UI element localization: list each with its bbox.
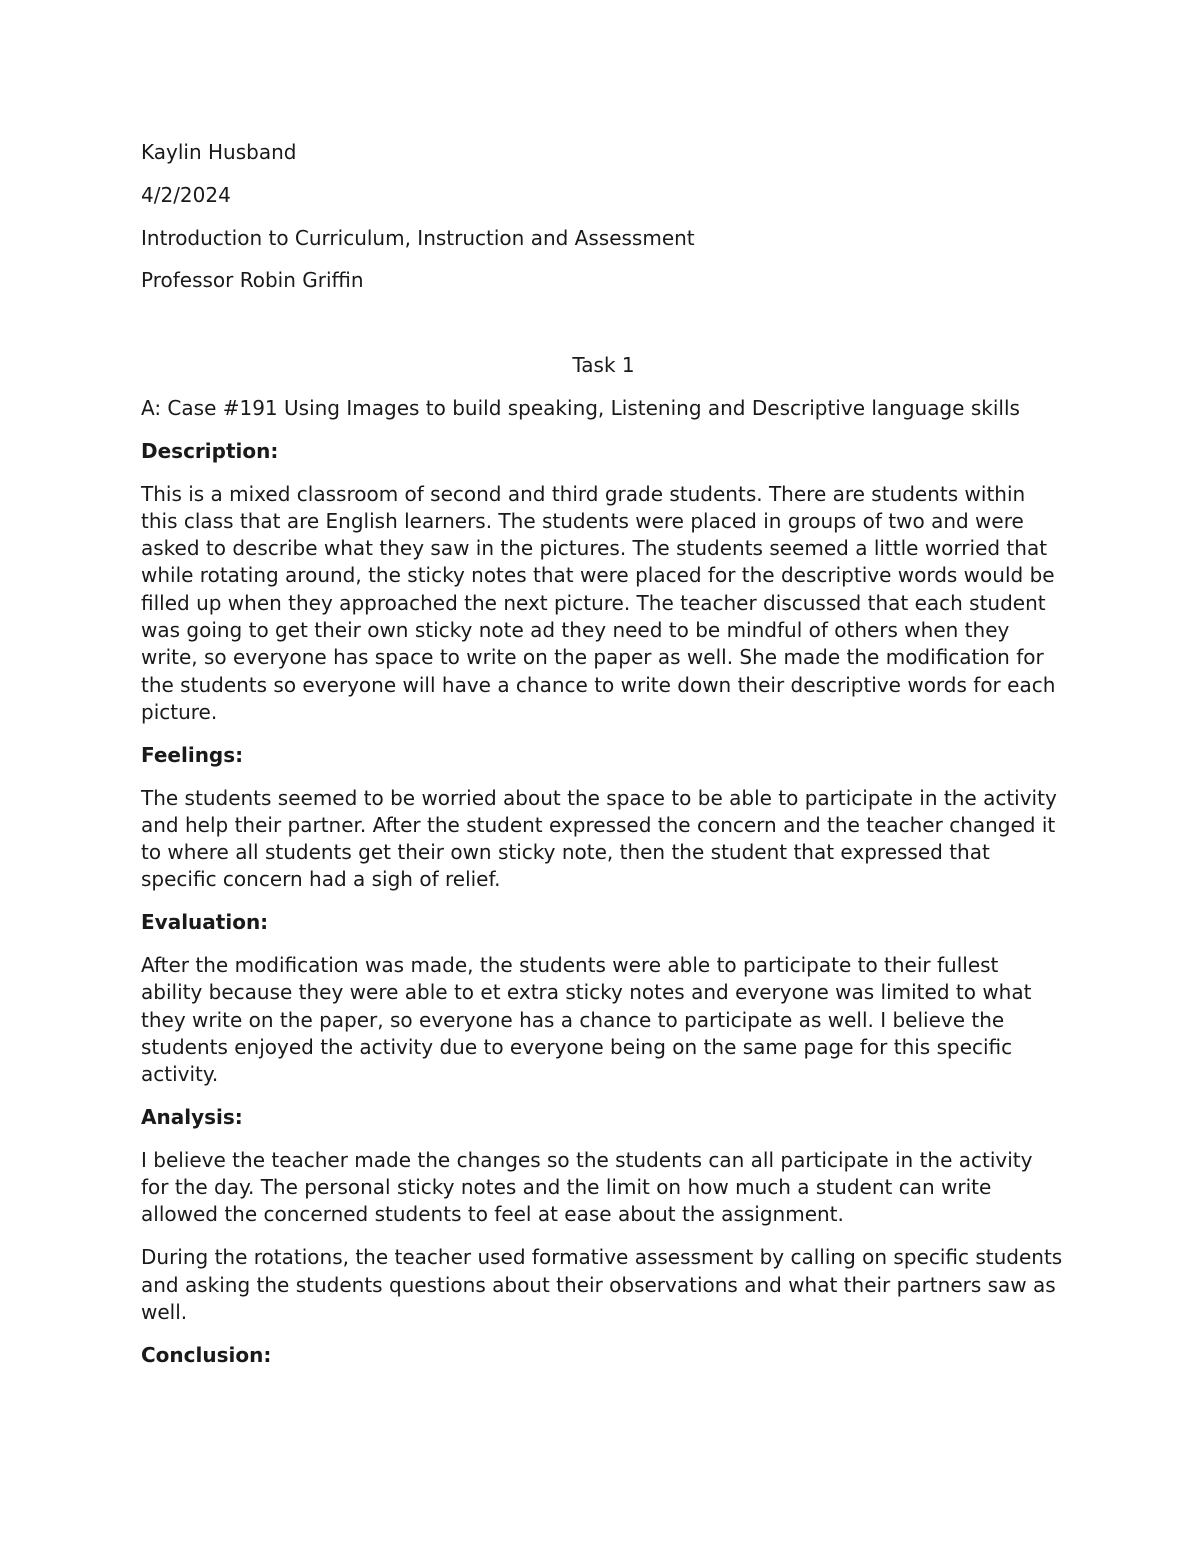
description-paragraph: This is a mixed classroom of second and third grade students. There are students within this class that are English learners. The students were placed in groups of two and were asked to describe what they saw in the pictures. The students seemed a little worried that while rotating around, the sticky notes that were placed for the descriptive words would be filled up when they approached the next picture. The teacher discussed that each student was going to get their own sticky note ad they need to be mindful of others when they write, so everyone has space to write on the paper as well. She made the modification for the students so everyone will have a chance to write down their descriptive words for each picture.	[141, 481, 1056, 724]
analysis-heading: Analysis:	[141, 1105, 243, 1130]
feelings-paragraph: The students seemed to be worried about the space to be able to participate in the activity and help their partner. After the student expressed the concern and the teacher changed it to where all students get their own sticky note, then the student that expressed that specific concern had a sigh of relief.	[141, 785, 1057, 892]
professor-name: Professor Robin Griffin	[141, 268, 364, 293]
conclusion-heading: Conclusion:	[141, 1342, 272, 1367]
author-name: Kaylin Husband	[141, 140, 297, 164]
feelings-heading: Feelings:	[141, 742, 244, 767]
document-date: 4/2/2024	[141, 182, 231, 207]
document-title: Task 1	[572, 353, 635, 378]
analysis-paragraph-2: During the rotations, the teacher used formative assessment by calling on specific students and asking the students questions about their observations and what their partners saw as well.	[141, 1245, 1063, 1324]
document-body	[141, 139, 1066, 1384]
case-title: A: Case #191 Using Images to build speaking, Listening and Descriptive language skills	[141, 395, 1020, 420]
evaluation-heading: Evaluation:	[141, 910, 269, 935]
course-name: Introduction to Curriculum, Instruction and Assessment	[141, 225, 695, 250]
analysis-paragraph-1: I believe the teacher made the changes so the students can all participate in the activity for the day. The personal sticky notes and the limit on how much a student can write allowed the concerned students to feel at ease about the assignment.	[141, 1147, 1033, 1227]
evaluation-paragraph: After the modification was made, the students were able to participate to their fullest ability because they were able to et extra sticky notes and everyone was limited to what they write on the paper, so everyone has a chance to participate as well. I believe the students enjoyed the activity due to everyone being on the same page for this specific activity.	[141, 953, 1032, 1087]
description-heading: Description:	[141, 438, 279, 463]
spacer	[141, 310, 1066, 352]
